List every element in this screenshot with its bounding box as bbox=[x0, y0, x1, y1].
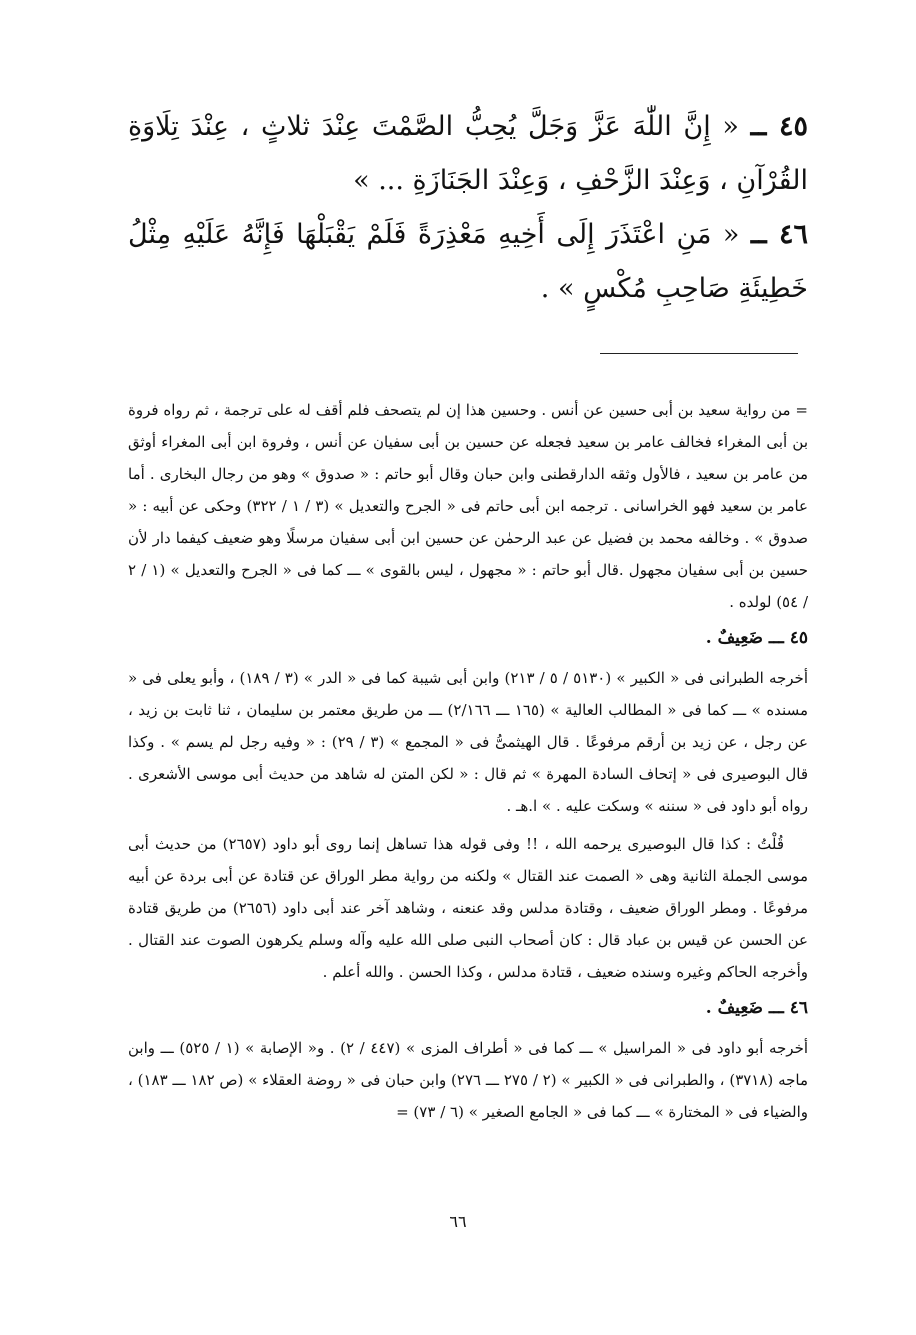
hadith-text: « إِنَّ اللّٰهَ عَزَّ وَجَلَّ يُحِبُّ الصَّمْتَ عِنْدَ ثلاثٍ ، عِنْدَ تِلَاوَةِ القُرْآنِ ، وَعِنْدَ الزَّحْفِ ، وَعِنْدَ الجَنَازَةِ ... » bbox=[128, 111, 808, 196]
footnote-paragraph: أخرجه الطبرانى فى « الكبير » (٥١٣٠ / ٥ / ٢١٣) وابن أبى شيبة كما فى « الدر » (٣ / ١٨٩) ، وأبو يعلى فى « مسنده » ـــ كما فى « المطالب العالية » (١٦٥ ـــ ٢/١٦٦) ـــ من طريق معتمر بن سليمان ، ثنا ثابت بن زيد ، عن رجل ، عن زيد بن أرقم مرفوعًا . قال الهيثمىُّ فى « المجمع » (٣ / ٢٩) : « وفيه رجل لم يسم » . وكذا قال البوصيرى فى « إتحاف السادة المهرة » ثم قال : « لكن المتن له شاهد من حديث أبى موسى الأشعرى . رواه أبو داود فى « سننه » وسكت عليه . » ا.هـ . bbox=[128, 669, 808, 815]
main-text bbox=[128, 100, 808, 316]
grading-heading-45: ٤٥ ـــ ضَعِيفٌ . bbox=[705, 628, 808, 648]
footnote-paragraph: أخرجه أبو داود فى « المراسيل » ـــ كما فى « أطراف المزى » (٤٤٧ / ٢) . و« الإصابة » (١ / ٥٢٥) ـــ وابن ماجه (٣٧١٨) ، والطبرانى فى « الكبير » (٢ / ٢٧٥ ـــ ٢٧٦) وابن حبان فى « روضة العقلاء » (ص ١٨٢ ـــ ١٨٣) ، والضياء فى « المختارة » ـــ كما فى « الجامع الصغير » (٦ / ٧٣) = bbox=[128, 1039, 809, 1121]
footnote-continuation: = من رواية سعيد بن أبى حسين عن أنس . وحسين هذا إن لم يتصحف فلم أقف له على ترجمة ، ثم رواه فروة بن أبى المغراء فخالف عامر بن سعيد فجعله عن حسين بن أبى سفيان عن أنس ، وفروة ابن أبى المغراء أوثق من عامر بن سعيد ، فالأول وثقه الدارقطنى وابن حبان وقال أبو حاتم : « صدوق » وهو من رجال البخارى . أما عامر بن سعيد فهو الخراسانى . ترجمه ابن أبى حاتم فى « الجرح والتعديل » (٣ / ١ / ٣٢٢) وحكى عن أبيه : « صدوق » . وخالفه محمد بن فضيل عن عبد الرحمٰن عن حسين ابن أبى سفيان مرسلًا وهو ضعيف كيفما دار لأن حسين بن أبى سفيان مجهول .قال أبو حاتم : « مجهول ، ليس بالقوى » ـــ كما فى « الجرح والتعديل » (١ / ٢ / ٥٤) لولده . bbox=[128, 401, 809, 611]
page-number: ٦٦ bbox=[449, 1212, 467, 1231]
footnotes bbox=[128, 394, 808, 1128]
hadith-45 bbox=[128, 100, 808, 208]
hadith-number: ٤٥ ــ bbox=[750, 111, 808, 142]
footnote-divider bbox=[600, 353, 798, 354]
footnote-paragraph: قُلْتُ : كذا قال البوصيرى يرحمه الله ، !! وفى قوله هذا تساهل إنما روى أبو داود (٢٦٥٧) من حديث أبى موسى الجملة الثانية وهى « الصمت عند القتال » ولكنه من رواية مطر الوراق عن قتادة عن أبى بردة عن أبيه مرفوعًا . ومطر الوراق ضعيف ، وقتادة مدلس وقد عنعنه ، وشاهد آخر عند أبى داود (٢٦٥٦) من طريق قتادة عن الحسن عن قيس بن عباد قال : كان أصحاب النبى صلى الله عليه وآله وسلم يكرهون الصوت عند القتال . وأخرجه الحاكم وغيره وسنده ضعيف ، قتادة مدلس ، وكذا الحسن . والله أعلم . bbox=[128, 835, 808, 981]
hadith-number: ٤٦ ــ bbox=[750, 219, 808, 250]
hadith-46 bbox=[128, 208, 808, 316]
grading-heading-46: ٤٦ ـــ ضَعِيفٌ . bbox=[705, 998, 808, 1018]
hadith-text: « مَنِ اعْتَذَرَ إِلَى أَخِيهِ مَعْذِرَةً فَلَمْ يَقْبَلْهَا فَإِنَّهُ عَلَيْهِ مِثْلُ خَطِيئَةِ صَاحِبِ مُكْسٍ » . bbox=[128, 219, 808, 304]
